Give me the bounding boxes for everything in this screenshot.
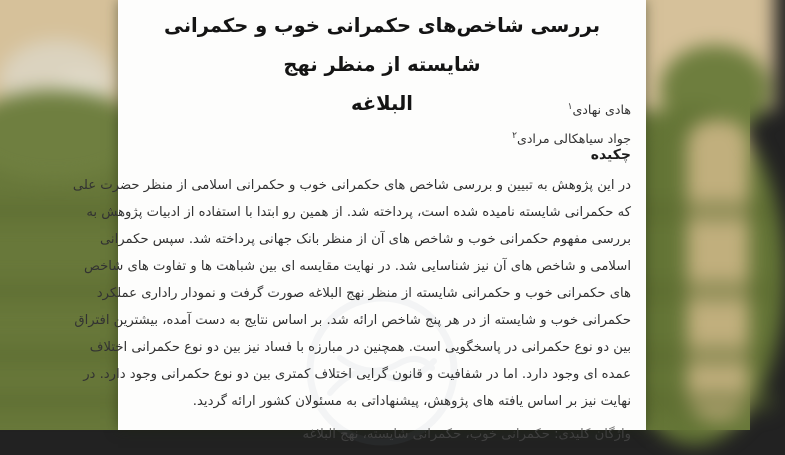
abstract-line: اسلامی و شاخص های آن نیز شناسایی شد. در نهایت مقایسه ای بین شباهت ها و تفاوت های شاخص — [83, 259, 631, 274]
paper-title-line-1: بررسی شاخص‌های حکمرانی خوب و حکمرانی شایسته از منظر نهج — [163, 14, 601, 76]
author-line-1: هادی نهادی$^۱$ — [567, 102, 631, 118]
abstract-line: در این پژوهش به تبیین و بررسی شاخص های حکمرانی خوب و حکمرانی اسلامی از منظر حضرت علی — [72, 178, 631, 193]
paper-page — [72, 0, 646, 442]
author-footnote-mark: ۱ — [567, 102, 573, 112]
abstract-body — [72, 172, 631, 415]
abstract-line: که حکمرانی شایسته نامیده شده است، پرداخته شد. از همین رو ابتدا با استفاده از ادبیات پژوهش به — [86, 205, 631, 220]
authors-block — [133, 94, 631, 152]
background-pillar-blob — [687, 120, 749, 420]
abstract-line: حکمرانی خوب و شایسته از در هر پنج شاخص ارائه شد. بر اساس نتایج به دست آمده، بیشترین افتراق — [74, 313, 631, 328]
abstract-line-last: نهایت نیز بر اساس یافته های پژوهش، پیشنهاداتی به مسئولان کشور ارائه گردید. — [192, 394, 631, 409]
paper-content — [72, 0, 646, 442]
abstract-line: عمده ای وجود دارد. اما در شفافیت و قانون گرایی اختلاف کمتری بین دو نوع حکمرانی وجود دارد. در — [83, 367, 631, 382]
keywords-line-clipped: واژگان کلیدی: حکمرانی خوب، حکمرانی شایسته، نهج البلاغه — [302, 427, 631, 442]
author-footnote-mark: ۲ — [512, 131, 517, 142]
abstract-line: بین دو نوع حکمرانی در پاسخگویی است. همچنین در مبارزه با فساد نیز بین دو نوع حکمرانی اختلاف — [89, 340, 631, 355]
abstract-heading: چکیده — [590, 147, 631, 163]
abstract-line: های حکمرانی خوب و حکمرانی شایسته از منظر نهج البلاغه صورت گرفت و نمودار راداری عملکرد — [96, 286, 631, 301]
paper-title-line-2: البلاغه — [351, 92, 413, 115]
abstract-line: بررسی مفهوم حکمرانی خوب و شاخص های آن از منظر بانک جهانی پرداخته شد. سپس حکمرانی — [99, 232, 631, 247]
author-line-2: جواد سیاهکالی مرادی$^۲$ — [512, 131, 631, 147]
